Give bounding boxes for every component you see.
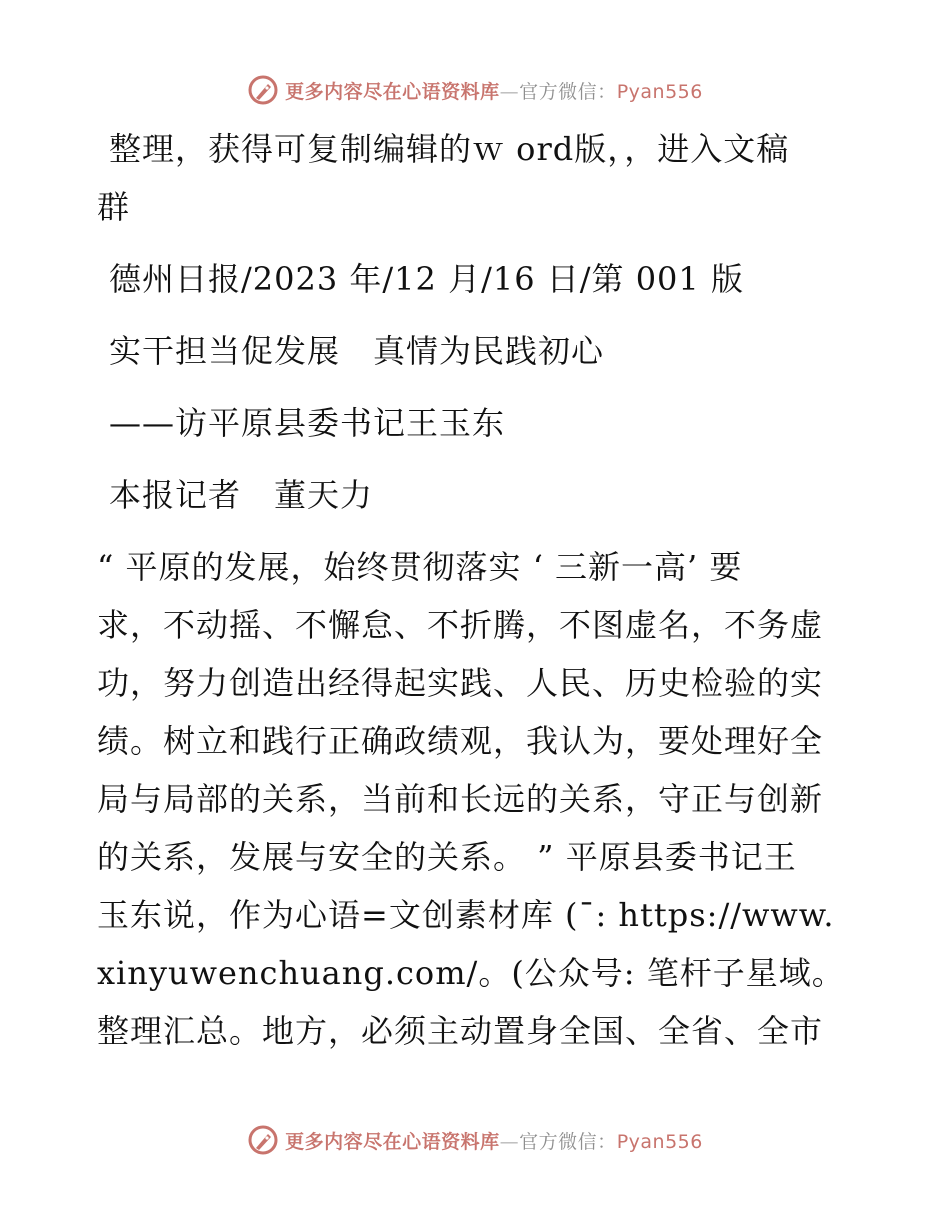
watermark-account-id: Pyan556 — [616, 1130, 703, 1153]
article-paragraph — [97, 538, 849, 1060]
watermark-lead: 更多内容尽在心语资料库 — [285, 80, 500, 103]
intro-line-1: 整理，获得可复制编辑的ｗ ord版，，进入文稿 — [109, 130, 790, 168]
footer-watermark-banner — [0, 1120, 950, 1160]
watermark-group — [247, 74, 703, 106]
document-body — [97, 120, 849, 1060]
watermark-dash: — — [499, 1130, 520, 1153]
watermark-dash: — — [499, 80, 520, 103]
pen-nib-circle-icon — [247, 1124, 279, 1156]
paragraph-line: “ 平原的发展，始终贯彻落实 ‘ 三新一高’ 要 — [97, 548, 743, 586]
headline: 实干担当促发展 真情为民践初心 — [109, 332, 605, 370]
paragraph-line: 局与局部的关系，当前和长远的关系，守正与创新 — [97, 780, 824, 818]
watermark-account-label: 官方微信： — [519, 80, 617, 103]
watermark-text — [285, 77, 703, 104]
header-watermark-banner — [0, 70, 950, 110]
subheadline: ——访平原县委书记王玉东 — [109, 404, 506, 442]
source-line: 德州日报/2023 年/12 月/16 日/第 001 版 — [109, 260, 744, 298]
watermark-group — [247, 1124, 703, 1156]
paragraph-line: xinyuwenchuang.com/。(公众号: 笔杆子星域。 — [97, 954, 845, 992]
paragraph-line: 绩。树立和践行正确政绩观，我认为，要处理好全 — [97, 722, 824, 760]
byline: 本报记者 董天力 — [109, 476, 374, 514]
intro-line-2: 群 — [97, 188, 131, 226]
watermark-account-label: 官方微信： — [519, 1130, 617, 1153]
pen-nib-circle-icon — [247, 74, 279, 106]
paragraph-line: 玉东说，作为心语=文创素材库 (¯: https://www. — [97, 896, 835, 934]
paragraph-line: 功，努力创造出经得起实践、人民、历史检验的实 — [97, 664, 824, 702]
watermark-lead: 更多内容尽在心语资料库 — [285, 1130, 500, 1153]
paragraph-line: 的关系，发展与安全的关系。 ” 平原县委书记王 — [97, 838, 797, 876]
paragraph-line: 求，不动摇、不懈怠、不折腾，不图虚名，不务虚 — [97, 606, 824, 644]
watermark-account-id: Pyan556 — [616, 80, 703, 103]
paragraph-line: 整理汇总。地方，必须主动置身全国、全省、全市 — [97, 1012, 824, 1050]
watermark-text — [285, 1127, 703, 1154]
